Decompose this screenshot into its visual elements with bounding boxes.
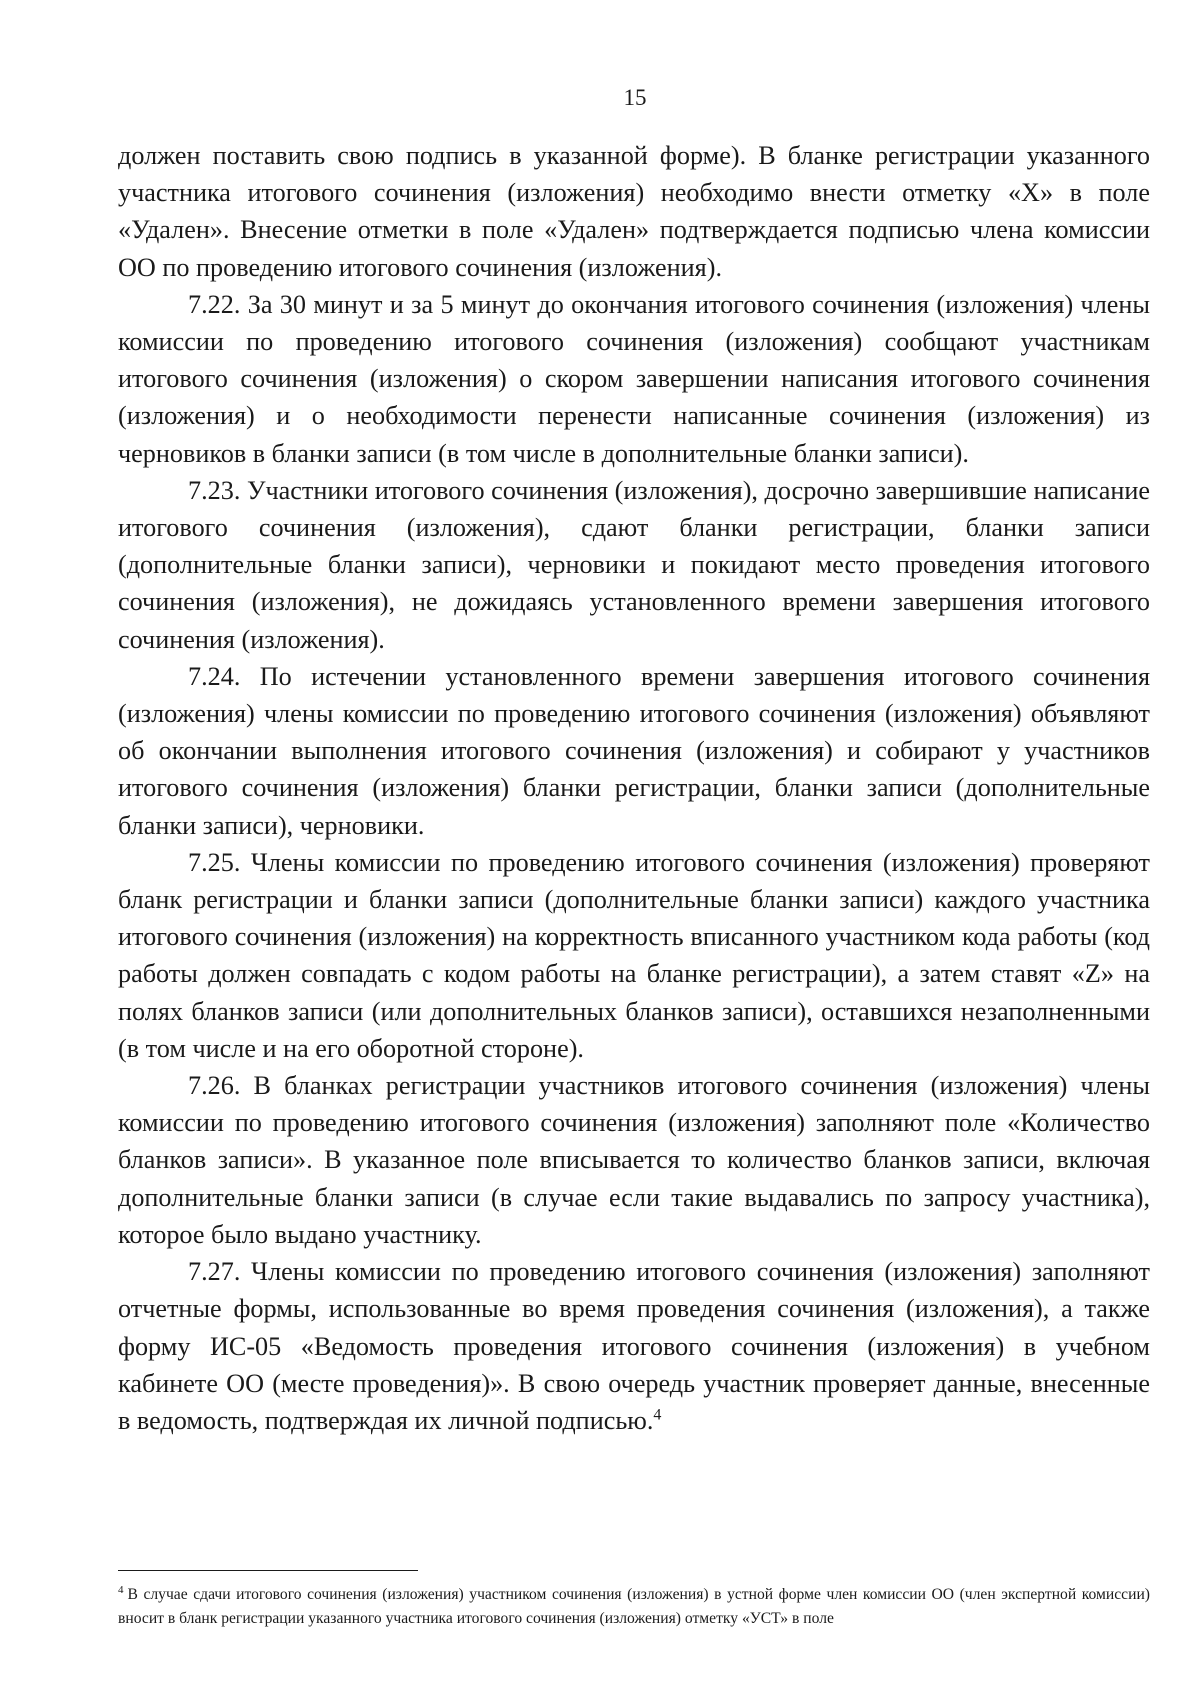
footnote-number: 4 <box>118 1583 124 1596</box>
footnote <box>118 1583 1150 1631</box>
paragraph-continuation: должен поставить свою подпись в указанной форме). В бланке регистрации указанного участника итогового сочинения (изложения) необходимо внести отметку «X» в поле «Удален». Внесение отметки в поле «Удален» подтверждается подписью члена комиссии ОО по проведению итогового сочинения (изложения). <box>118 141 1150 282</box>
paragraph-7-27 <box>118 1253 1150 1439</box>
footnote-separator <box>118 1570 418 1571</box>
footnote-reference: 4 <box>653 1406 662 1424</box>
paragraph-7-27-text: 7.27. Члены комиссии по проведению итогового сочинения (изложения) заполняют отчетные формы, использованные во время проведения сочинения (изложения), а также форму ИС-05 «Ведомость проведения итогового сочинения (изложения) в учебном кабинете ОО (месте проведения)». В свою очередь участник проверяет данные, внесенные в ведомость, подтверждая их личной подписью. <box>118 1257 1150 1435</box>
page-number: 15 <box>623 85 647 110</box>
paragraph-7-23: 7.23. Участники итогового сочинения (изложения), досрочно завершившие написание итогового сочинения (изложения), сдают бланки регистрации, бланки записи (дополнительные бланки записи), черновики и покидают место проведения итогового сочинения (изложения), не дожидаясь установленного времени завершения итогового сочинения (изложения). <box>118 475 1150 654</box>
footnote-text: В случае сдачи итогового сочинения (изложения) участником сочинения (изложения) в устной форме член комиссии ОО (член экспертной комиссии) вносит в бланк регистрации указанного участника итогового сочинения (изложения) отметку «УСТ» в поле <box>118 1586 1150 1627</box>
paragraph-7-26: 7.26. В бланках регистрации участников итогового сочинения (изложения) члены комиссии по проведению итогового сочинения (изложения) заполняют поле «Количество бланков записи». В указанное поле вписывается то количество бланков записи, включая дополнительные бланки записи (в случае если такие выдавались по запросу участника), которое было выдано участнику. <box>118 1071 1150 1249</box>
paragraph-7-24: 7.24. По истечении установленного времени завершения итогового сочинения (изложения) члены комиссии по проведению итогового сочинения (изложения) объявляют об окончании выполнения итогового сочинения (изложения) и собирают у участников итогового сочинения (изложения) бланки регистрации, бланки записи (дополнительные бланки записи), черновики. <box>118 661 1150 840</box>
paragraph-7-22: 7.22. За 30 минут и за 5 минут до окончания итогового сочинения (изложения) члены комиссии по проведению итогового сочинения (изложения) сообщают участникам итогового сочинения (изложения) о скором завершении написания итогового сочинения (изложения) и о необходимости перенести написанные сочинения (изложения) из черновиков в бланки записи (в том числе в дополнительные бланки записи). <box>118 289 1150 468</box>
paragraph-7-25: 7.25. Члены комиссии по проведению итогового сочинения (изложения) проверяют бланк регистрации и бланки записи (дополнительные бланки записи) каждого участника итогового сочинения (изложения) на корректность вписанного участником кода работы (код работы должен совпадать с кодом работы на бланке регистрации), а затем ставят «Z» на полях бланков записи (или дополнительных бланков записи), оставшихся незаполненными (в том числе и на его оборотной стороне). <box>118 847 1150 1063</box>
main-text <box>118 137 1150 1439</box>
